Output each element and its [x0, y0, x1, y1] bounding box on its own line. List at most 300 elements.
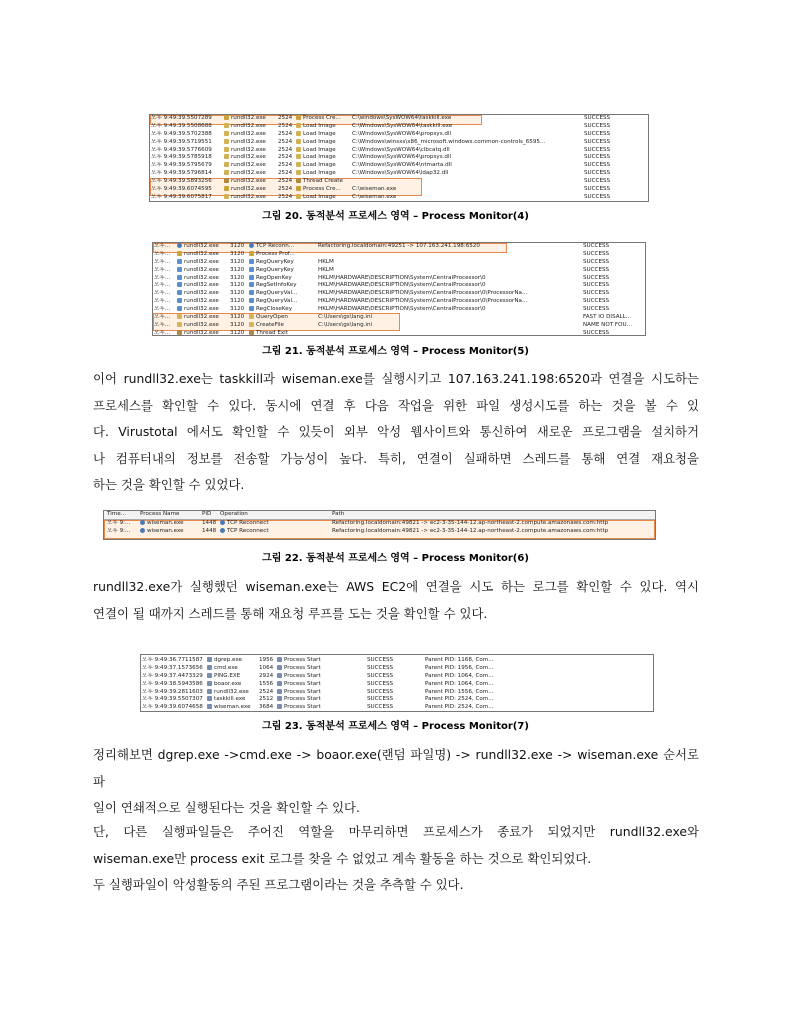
cell-proc: [177, 275, 227, 283]
cell-path: [318, 282, 580, 290]
cell-op: [277, 665, 349, 673]
cell-text: SUCCESS: [584, 154, 611, 161]
cell-op: [296, 123, 348, 131]
cell-text: TCP Reconnect: [227, 527, 269, 534]
exe-icon: [207, 657, 212, 662]
load-icon: [224, 162, 229, 167]
cell-op: [296, 178, 348, 186]
cell-proc: [224, 194, 276, 202]
cell-proc: [177, 259, 227, 267]
table-row: [150, 154, 648, 162]
table-row: [150, 170, 648, 178]
reg-icon: [177, 282, 182, 287]
cell-text: rundll32.exe: [231, 130, 266, 137]
exe-icon: [277, 704, 282, 709]
cell-text: 3120: [230, 282, 245, 289]
cell-pid: [278, 123, 294, 131]
text-line: 다. Virustotal 에서도 확인할 수 있듯이 외부 악성 웹사이트와 통신하여 새로운 프로그램을 설치하거: [93, 424, 699, 439]
cell-detail: [425, 689, 545, 697]
cell-text: HKLM\HARDWARE\DESCRIPTION\System\CentralProcessor\0: [318, 306, 486, 313]
cell-proc: [224, 139, 276, 147]
table-row: [150, 139, 648, 147]
cell-text: Load Image: [303, 193, 336, 200]
cell-pid: [230, 275, 246, 283]
cell-text: Parent PID: 1956, Com...: [425, 664, 494, 671]
cell-text: 2524: [278, 154, 293, 161]
cell-text: 3120: [230, 298, 245, 305]
cell-text: SUCCESS: [584, 122, 611, 129]
cell-result: [584, 115, 644, 123]
cell-text: 2524: [278, 122, 293, 129]
cell-time: [154, 267, 174, 275]
exe-icon: [277, 681, 282, 686]
cell-proc: [207, 665, 257, 673]
cell-op: [277, 657, 349, 665]
proc-icon: [296, 186, 301, 191]
body-paragraph-1: [93, 366, 699, 499]
cell-text: Load Image: [303, 122, 336, 129]
text-line: 일이 연쇄적으로 실행된다는 것을 확인할 수 있다.: [93, 800, 360, 815]
figure-caption-21: 그림 21. 동적분석 프로세스 영역 – Process Monitor(5): [262, 346, 529, 357]
reg-icon: [249, 282, 254, 287]
load-icon: [224, 154, 229, 159]
table-row: [150, 186, 648, 194]
cell-text: CreateFile: [256, 321, 284, 328]
cell-op: [296, 162, 348, 170]
cell-text: 3120: [230, 266, 245, 273]
thread-icon: [224, 178, 229, 183]
cell-text: TCP Reconn...: [256, 243, 295, 249]
net-icon: [249, 243, 254, 248]
cell-text: 오후 9:49:39.5507307: [142, 696, 203, 703]
cell-text: 오후 9:49:39.5507289: [151, 115, 212, 121]
cell-time: [154, 322, 174, 330]
cell-text: RegQueryVal...: [256, 298, 298, 305]
text-line: 프로세스를 확인할 수 있다. 동시에 연결 후 다음 작업을 위한 파일 생성시도를 하는 것을 볼 수 있: [93, 397, 699, 413]
cell-text: 오후...: [154, 274, 171, 281]
cell-proc: [224, 147, 276, 155]
cell-pid: [278, 162, 294, 170]
cell-text: 오후 9:49:39.5508688: [151, 122, 212, 129]
cell-text: Load Image: [303, 170, 336, 177]
cell-proc: [177, 298, 227, 306]
cell-result: [583, 267, 643, 275]
cell-text: Load Image: [303, 154, 336, 161]
table-row: [153, 322, 645, 330]
table-row: [141, 704, 653, 712]
cell-result: [367, 696, 423, 704]
load-icon: [296, 170, 301, 175]
cell-text: rundll32.exe: [231, 138, 266, 145]
cell-path: [352, 154, 580, 162]
cell-text: SUCCESS: [367, 664, 394, 671]
exe-icon: [277, 673, 282, 678]
cell-text: rundll32.exe: [184, 290, 219, 297]
cell-text: NAME NOT FOU...: [583, 321, 632, 328]
text-line: 나 컴퓨터내의 정보를 전송할 가능성이 높다. 특히, 연결이 실패하면 스레드를 통해 연결 재요청을: [93, 450, 699, 466]
cell-proc: [224, 186, 276, 194]
table-row: [150, 123, 648, 131]
figure-caption-23: 그림 23. 동적분석 프로세스 영역 – Process Monitor(7): [262, 721, 529, 732]
cell-pid: [230, 243, 246, 251]
cell-text: SUCCESS: [367, 657, 394, 663]
cell-text: 오후 9:49:39.5776609: [151, 146, 212, 153]
proc-icon: [224, 115, 229, 120]
cell-op: [296, 115, 348, 123]
cell-text: SUCCESS: [584, 138, 611, 145]
cell-time: [142, 681, 206, 689]
cell-text: 2524: [278, 115, 293, 121]
cell-detail: [425, 657, 545, 665]
cell-proc: [177, 322, 227, 330]
table-row: [150, 147, 648, 155]
load-icon: [296, 139, 301, 144]
cell-text: 오후 9:49:39.6074658: [142, 704, 203, 711]
cell-pid: [278, 170, 294, 178]
text-line: 단, 다른 실행파일들은 주어진 역할을 마무리하면 프로세스가 종료가 되었지만 rundll32.exe와: [93, 824, 699, 839]
cell-text: rundll32.exe: [184, 250, 219, 257]
text-line: wiseman.exe만 process exit 로그를 찾을 수 없었고 계속 활동을 하는 것으로 확인되었다.: [93, 850, 592, 866]
cell-proc: [207, 689, 257, 697]
cell-text: 오후 9:49:39.5795679: [151, 162, 212, 169]
cell-time: [154, 275, 174, 283]
cell-text: 2524: [278, 138, 293, 145]
cell-time: [151, 154, 223, 162]
cell-path: [352, 147, 580, 155]
cell-text: 3684: [259, 704, 274, 711]
cell-text: HKLM\HARDWARE\DESCRIPTION\System\CentralProcessor\0\ProcessorNa...: [318, 298, 528, 305]
cell-path: [352, 170, 580, 178]
cell-text: HKLM\HARDWARE\DESCRIPTION\System\CentralProcessor\0\ProcessorNa...: [318, 290, 528, 297]
cell-result: [583, 298, 643, 306]
exe-icon: [207, 696, 212, 701]
cell-text: QueryOpen: [256, 314, 288, 321]
cell-text: 오후...: [154, 306, 171, 313]
table-row: [104, 528, 655, 536]
column-header-time: Time...: [107, 511, 127, 517]
cell-time: [154, 259, 174, 267]
net-icon: [220, 528, 225, 533]
reg-icon: [177, 267, 182, 272]
procmon-screenshot-4: [149, 114, 649, 202]
cell-pid: [230, 282, 246, 290]
cell-text: boaor.exe: [214, 680, 242, 687]
cell-time: [142, 696, 206, 704]
cell-text: 오후 9:49:37.1573656: [142, 664, 203, 671]
cell-pid: [230, 298, 246, 306]
cell-text: 2524: [278, 130, 293, 137]
reg-icon: [177, 306, 182, 311]
cell-result: [583, 251, 643, 259]
cell-time: [154, 290, 174, 298]
cell-text: C:\Windows\SysWOW64\taskkill.exe: [352, 122, 453, 129]
cell-time: [151, 162, 223, 170]
table-row: [104, 520, 655, 528]
cell-text: SUCCESS: [367, 672, 394, 679]
cell-text: 오후 9:49:37.4473329: [142, 672, 203, 679]
cell-pid: [202, 520, 220, 528]
cell-text: RegQueryKey: [256, 266, 294, 273]
load-icon: [224, 194, 229, 199]
column-header-path: Path: [332, 511, 345, 517]
cell-time: [151, 139, 223, 147]
cell-text: 3120: [230, 321, 245, 328]
load-icon: [296, 147, 301, 152]
table-row: [141, 665, 653, 673]
cell-text: Load Image: [303, 146, 336, 153]
cell-pid: [259, 689, 275, 697]
cell-proc: [177, 306, 227, 314]
cell-text: 오후...: [154, 314, 171, 321]
cell-text: 3120: [230, 274, 245, 281]
cell-result: [583, 275, 643, 283]
cell-proc: [207, 696, 257, 704]
cell-text: Load Image: [303, 162, 336, 169]
exe-icon: [207, 673, 212, 678]
cell-text: 1556: [259, 680, 274, 687]
cell-pid: [230, 267, 246, 275]
table-row: [150, 131, 648, 139]
net-icon: [220, 520, 225, 525]
cell-text: 오후 9:49:38.5943586: [142, 680, 203, 687]
cell-text: C:\Windows\winsxs\x86_microsoft.windows.common-controls_6595...: [352, 138, 546, 145]
load-icon: [296, 154, 301, 159]
cell-pid: [259, 681, 275, 689]
cell-text: RegOpenKey: [256, 274, 292, 281]
table-row: [153, 267, 645, 275]
cell-text: 오후...: [154, 321, 171, 328]
cell-text: HKLM: [318, 258, 334, 265]
cell-text: Process Start: [284, 664, 321, 671]
cell-pid: [278, 139, 294, 147]
cell-op: [296, 194, 348, 202]
cell-text: 오후 9:49:36.7711587: [142, 657, 203, 663]
load-icon: [224, 170, 229, 175]
cell-text: rundll32.exe: [184, 329, 219, 336]
cell-text: C:\Windows\SysWOW64\ldap32.dll: [352, 170, 449, 177]
cell-text: Load Image: [303, 138, 336, 145]
cell-time: [151, 178, 223, 186]
cell-text: rundll32.exe: [231, 115, 266, 121]
table-row: [150, 178, 648, 186]
cell-result: [584, 170, 644, 178]
table-row: [153, 330, 645, 336]
cell-text: C:\Users\gs\lang.ini: [318, 314, 373, 321]
load-icon: [224, 131, 229, 136]
cell-op: [249, 322, 317, 330]
proc-icon: [249, 251, 254, 256]
text-line: 연결이 될 때까지 스레드를 통해 재요청 루프를 도는 것을 확인할 수 있다.: [93, 605, 488, 621]
cell-proc: [177, 330, 227, 336]
cell-text: 오후 9:49:39.2811603: [142, 688, 203, 695]
cell-path: [352, 186, 580, 194]
cell-text: C:\wiseman.exe: [352, 186, 397, 193]
cell-proc: [224, 170, 276, 178]
cell-op: [249, 251, 317, 259]
cell-text: 오후...: [154, 266, 171, 273]
cell-detail: [425, 681, 545, 689]
cell-text: C:\Windows\SysWOW64\propsys.dll: [352, 130, 452, 137]
reg-icon: [177, 259, 182, 264]
cell-text: rundll32.exe: [214, 688, 249, 695]
cell-text: 오후...: [154, 298, 171, 305]
cell-text: Refactoring.localdomain:49821 -> ec2-3-35-144-12.ap-northeast-2.compute.amazonaws.com:http: [332, 527, 609, 534]
load-icon: [296, 194, 301, 199]
cell-result: [583, 290, 643, 298]
cell-text: Process Start: [284, 696, 321, 703]
text-line: 하는 것을 확인할 수 있었다.: [93, 477, 245, 492]
cell-text: 오후...: [154, 258, 171, 265]
cell-text: 오후 9:49:39.6074595: [151, 186, 212, 193]
cell-text: SUCCESS: [583, 258, 610, 265]
cell-text: 2512: [259, 696, 274, 703]
column-header-process: Process Name: [140, 511, 180, 517]
cell-op: [249, 267, 317, 275]
thread-icon: [296, 178, 301, 183]
cell-time: [154, 243, 174, 251]
cell-text: SUCCESS: [584, 178, 611, 185]
cell-proc: [224, 131, 276, 139]
cell-text: rundll32.exe: [184, 321, 219, 328]
cell-text: C:\Windows\SysWOW64\ntmarta.dll: [352, 162, 452, 169]
cell-pid: [230, 330, 246, 336]
cell-text: SUCCESS: [583, 290, 610, 297]
thread-icon: [177, 330, 182, 335]
cell-text: Process Start: [284, 688, 321, 695]
cell-pid: [259, 704, 275, 712]
cell-path: [352, 139, 580, 147]
cell-text: Thread Create: [303, 178, 343, 185]
cell-proc: [177, 243, 227, 251]
cell-time: [107, 520, 137, 528]
cell-text: C:\Users\gs\lang.ini: [318, 321, 373, 328]
cell-time: [154, 330, 174, 336]
cell-op: [220, 520, 325, 528]
cell-proc: [207, 681, 257, 689]
cell-text: 오후...: [154, 329, 171, 336]
cell-pid: [278, 194, 294, 202]
file-icon: [177, 322, 182, 327]
cell-result: [584, 154, 644, 162]
cell-path: [318, 267, 580, 275]
cell-text: 1064: [259, 664, 274, 671]
cell-path: [352, 131, 580, 139]
text-line: 두 실행파일이 악성활동의 주된 프로그램이라는 것을 추측할 수 있다.: [93, 877, 464, 892]
table-row: [141, 681, 653, 689]
cell-text: Process Start: [284, 657, 321, 663]
cell-op: [249, 298, 317, 306]
cell-text: Parent PID: 1556, Com...: [425, 688, 494, 695]
cell-pid: [230, 306, 246, 314]
cell-proc: [140, 520, 202, 528]
cell-result: [584, 194, 644, 202]
load-icon: [224, 123, 229, 128]
cell-time: [142, 657, 206, 665]
cell-text: SUCCESS: [367, 688, 394, 695]
cell-text: 2524: [278, 170, 293, 177]
cell-path: [332, 528, 654, 536]
proc-icon: [177, 251, 182, 256]
exe-icon: [207, 681, 212, 686]
cell-time: [151, 170, 223, 178]
cell-time: [154, 306, 174, 314]
table-row: [153, 251, 645, 259]
cell-text: 3120: [230, 258, 245, 265]
column-header-pid: PID: [202, 511, 212, 517]
body-paragraph-2: [93, 574, 699, 627]
cell-text: RegSetInfoKey: [256, 282, 297, 289]
cell-path: [332, 520, 654, 528]
load-icon: [296, 162, 301, 167]
cell-proc: [177, 290, 227, 298]
cell-text: HKLM\HARDWARE\DESCRIPTION\System\CentralProcessor\0: [318, 274, 486, 281]
cell-op: [249, 290, 317, 298]
cell-op: [277, 696, 349, 704]
cell-time: [151, 115, 223, 123]
cell-text: wiseman.exe: [147, 519, 184, 526]
cell-text: C:\wiseman.exe: [352, 193, 397, 200]
proc-icon: [224, 186, 229, 191]
cell-op: [220, 528, 325, 536]
cell-text: Process Start: [284, 672, 321, 679]
cell-text: rundll32.exe: [184, 314, 219, 321]
cell-result: [367, 681, 423, 689]
cell-pid: [259, 673, 275, 681]
cell-text: 오후 9:49:39.5785918: [151, 154, 212, 161]
cell-text: rundll32.exe: [231, 186, 266, 193]
text-line: rundll32.exe가 실행했던 wiseman.exe는 AWS EC2에 연결을 시도 하는 로그를 확인할 수 있다. 역시: [93, 579, 699, 594]
cell-text: SUCCESS: [584, 130, 611, 137]
net-icon: [177, 243, 182, 248]
cell-text: 1448: [202, 527, 217, 534]
figure-caption-20: 그림 20. 동적분석 프로세스 영역 – Process Monitor(4): [262, 211, 529, 222]
cell-proc: [224, 154, 276, 162]
cell-pid: [202, 528, 220, 536]
cell-proc: [140, 528, 202, 536]
cell-op: [296, 139, 348, 147]
cell-detail: [425, 673, 545, 681]
cell-text: taskkill.exe: [214, 696, 246, 703]
cell-text: 오후...: [154, 282, 171, 289]
cell-text: Process Start: [284, 704, 321, 711]
cell-result: [584, 123, 644, 131]
cell-pid: [259, 696, 275, 704]
cell-proc: [207, 657, 257, 665]
cell-text: rundll32.exe: [184, 274, 219, 281]
cell-op: [249, 330, 317, 336]
proc-icon: [296, 115, 301, 120]
table-row: [153, 298, 645, 306]
cell-text: 2524: [259, 688, 274, 695]
cell-time: [154, 251, 174, 259]
cell-time: [142, 704, 206, 712]
table-row: [153, 282, 645, 290]
table-row: [141, 689, 653, 697]
cell-text: SUCCESS: [584, 170, 611, 177]
cell-op: [296, 186, 348, 194]
cell-text: Process Cre...: [303, 186, 341, 193]
table-row: [141, 696, 653, 704]
cell-op: [277, 704, 349, 712]
exe-icon: [207, 689, 212, 694]
cell-detail: [425, 704, 545, 712]
reg-icon: [177, 298, 182, 303]
cell-result: [584, 178, 644, 186]
cell-text: rundll32.exe: [231, 170, 266, 177]
cell-path: [352, 162, 580, 170]
cell-text: SUCCESS: [583, 274, 610, 281]
cell-text: Parent PID: 2524, Com...: [425, 696, 494, 703]
